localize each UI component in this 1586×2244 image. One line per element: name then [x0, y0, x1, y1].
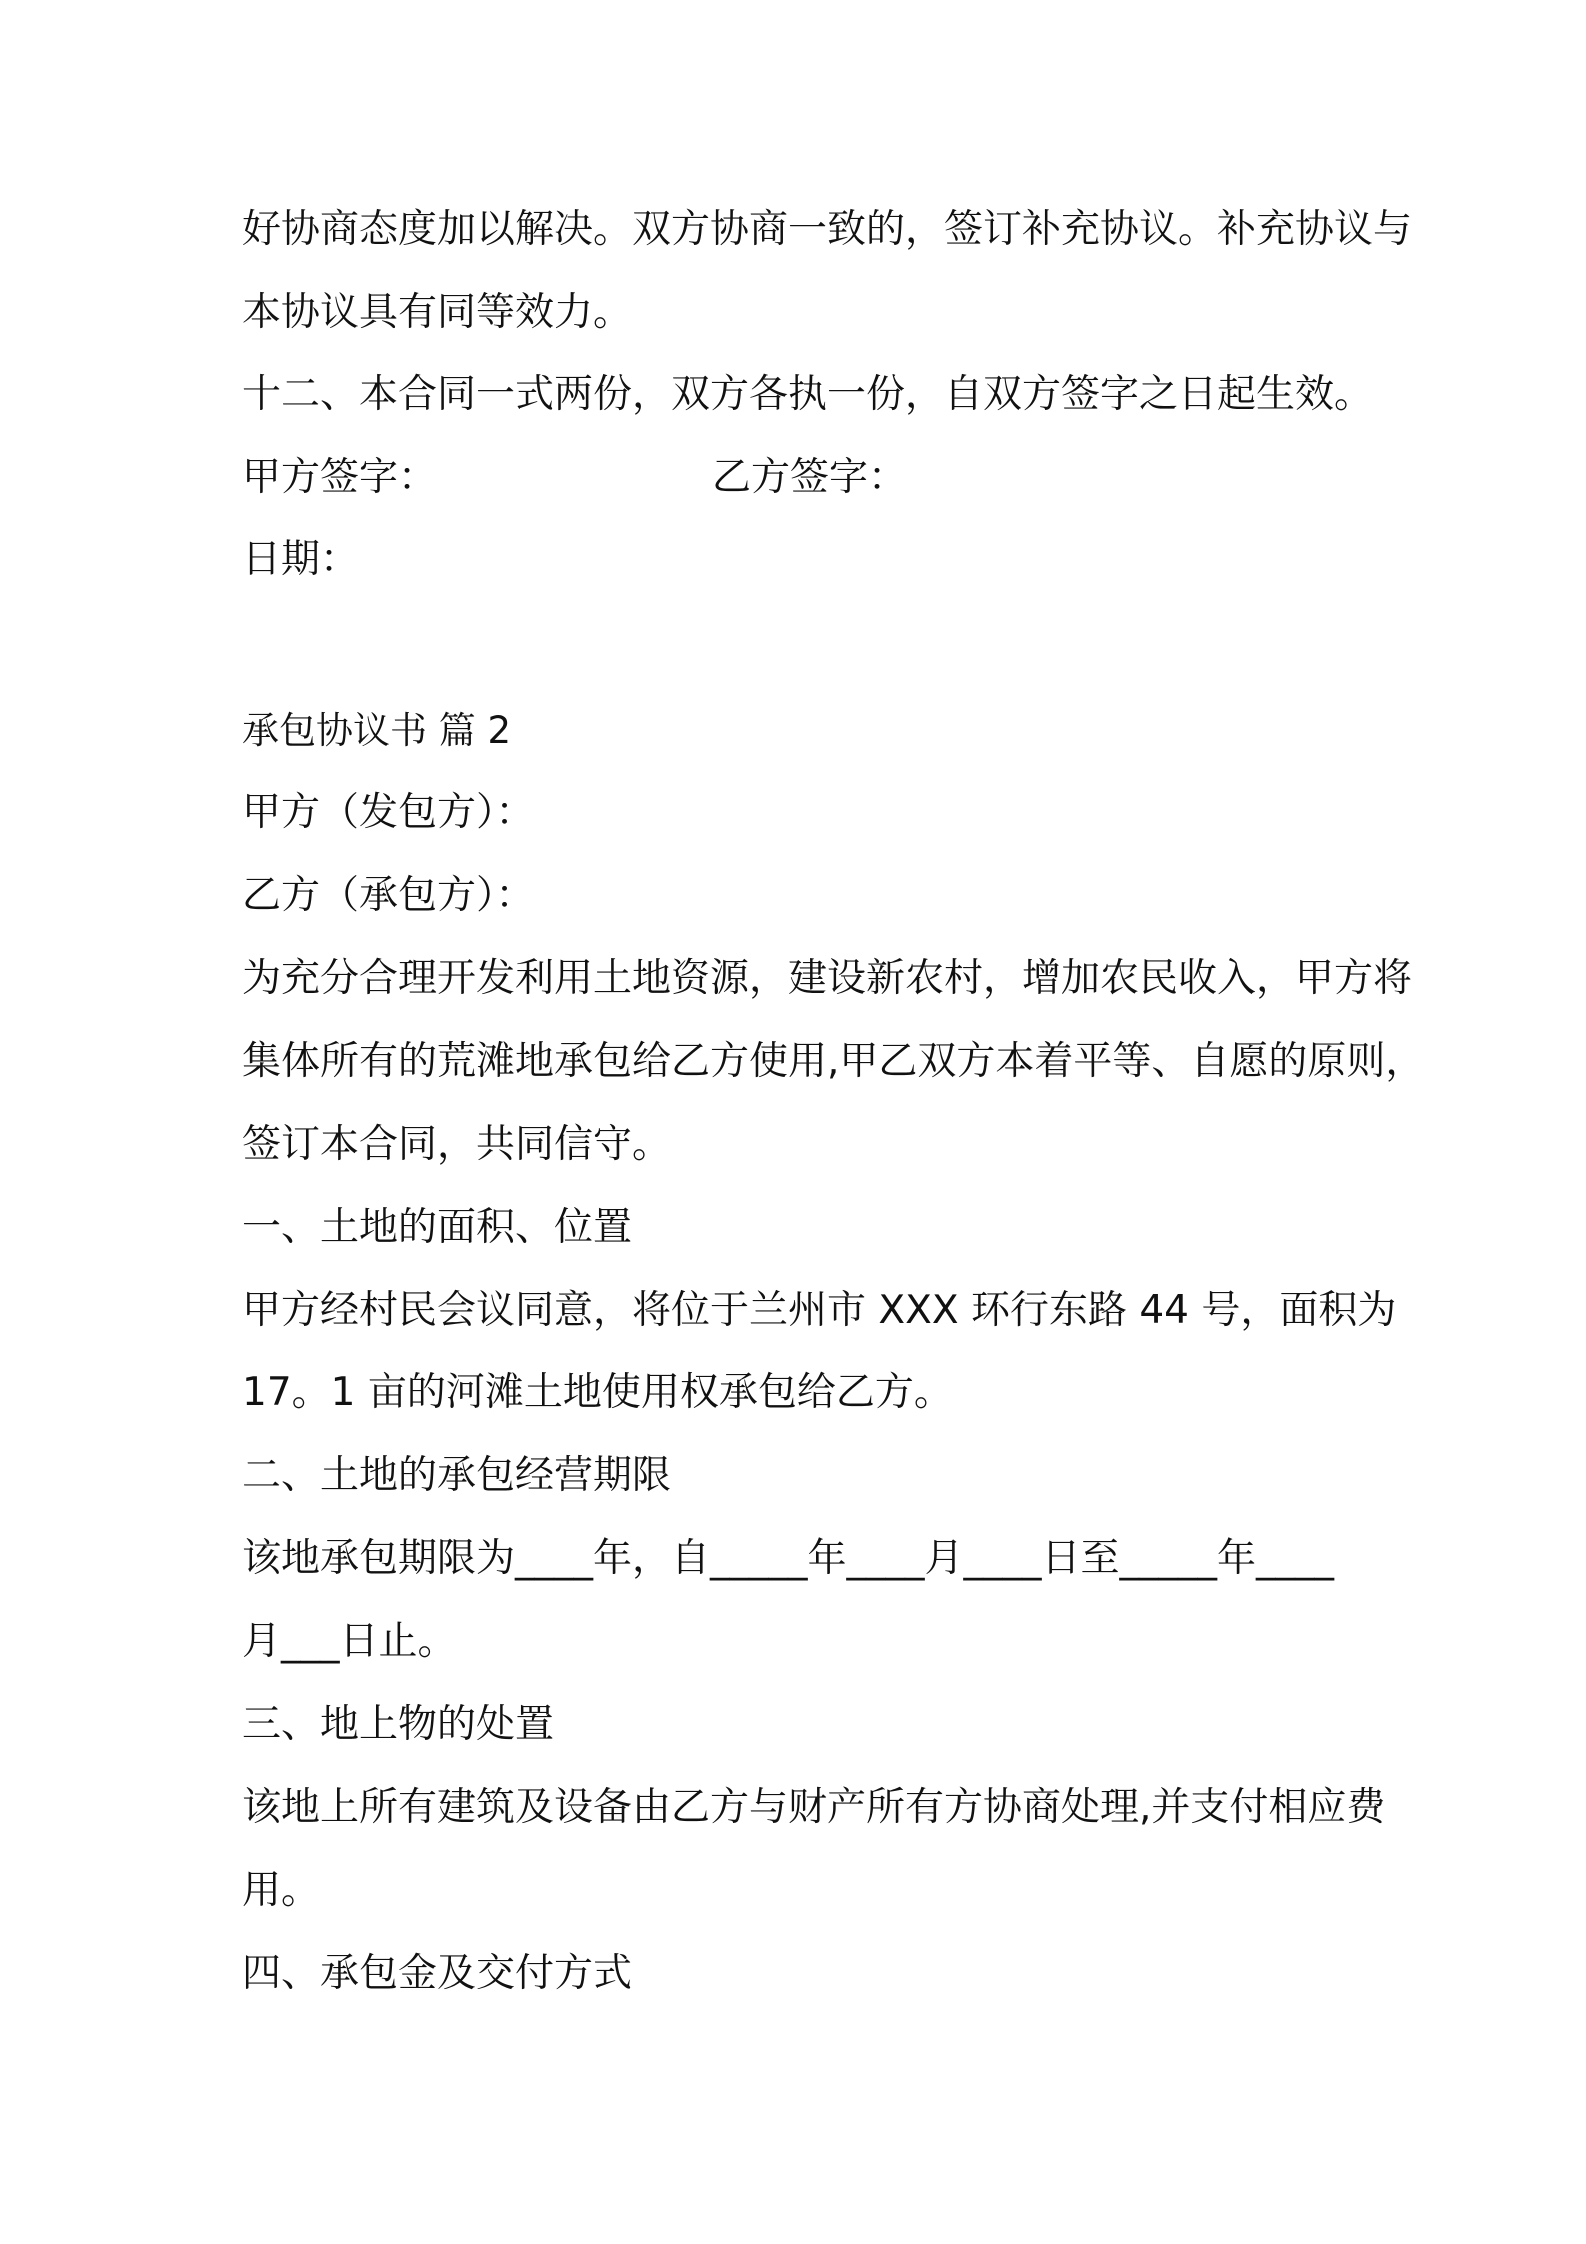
- clause-3-text: 用。: [242, 1868, 321, 1913]
- clause-3-heading: 三、地上物的处置: [242, 1702, 555, 1747]
- intro-line: 签订本合同，共同信守。: [242, 1122, 672, 1167]
- clause-2-text: 月___日止。: [242, 1619, 457, 1664]
- clause-12-line: 十二、本合同一式两份，双方各执一份，自双方签字之日起生效。: [242, 372, 1374, 417]
- clause-1-heading: 一、土地的面积、位置: [242, 1205, 633, 1250]
- signature-row: [242, 455, 1362, 501]
- clause-1-text: 甲方经村民会议同意，将位于兰州市 XXX 环行东路 44 号，面积为: [242, 1288, 1397, 1333]
- clause-3-text: 该地上所有建筑及设备由乙方与财产所有方协商处理,并支付相应费: [242, 1785, 1386, 1830]
- section-title: 承包协议书 篇 2: [242, 709, 512, 752]
- intro-line: 集体所有的荒滩地承包给乙方使用,甲乙双方本着平等、自愿的原则，: [242, 1039, 1425, 1084]
- intro-line: 为充分合理开发利用土地资源，建设新农村，增加农民收入，甲方将: [242, 956, 1413, 1001]
- paragraph-line: 本协议具有同等效力。: [242, 290, 633, 335]
- clause-1-text: 17。1 亩的河滩土地使用权承包给乙方。: [242, 1370, 953, 1415]
- party-b-label: 乙方（承包方）：: [242, 873, 535, 918]
- paragraph-line: 好协商态度加以解决。双方协商一致的，签订补充协议。补充协议与: [242, 207, 1413, 252]
- date-label: 日期：: [242, 537, 360, 582]
- party-a-signature-label: 甲方签字：: [242, 455, 438, 500]
- party-a-label: 甲方（发包方）：: [242, 790, 535, 835]
- party-b-signature-label: 乙方签字：: [712, 455, 908, 500]
- clause-4-heading: 四、承包金及交付方式: [242, 1951, 633, 1996]
- clause-2-heading: 二、土地的承包经营期限: [242, 1453, 672, 1498]
- clause-2-text: 该地承包期限为____年，自_____年____月____日至_____年____: [242, 1536, 1335, 1581]
